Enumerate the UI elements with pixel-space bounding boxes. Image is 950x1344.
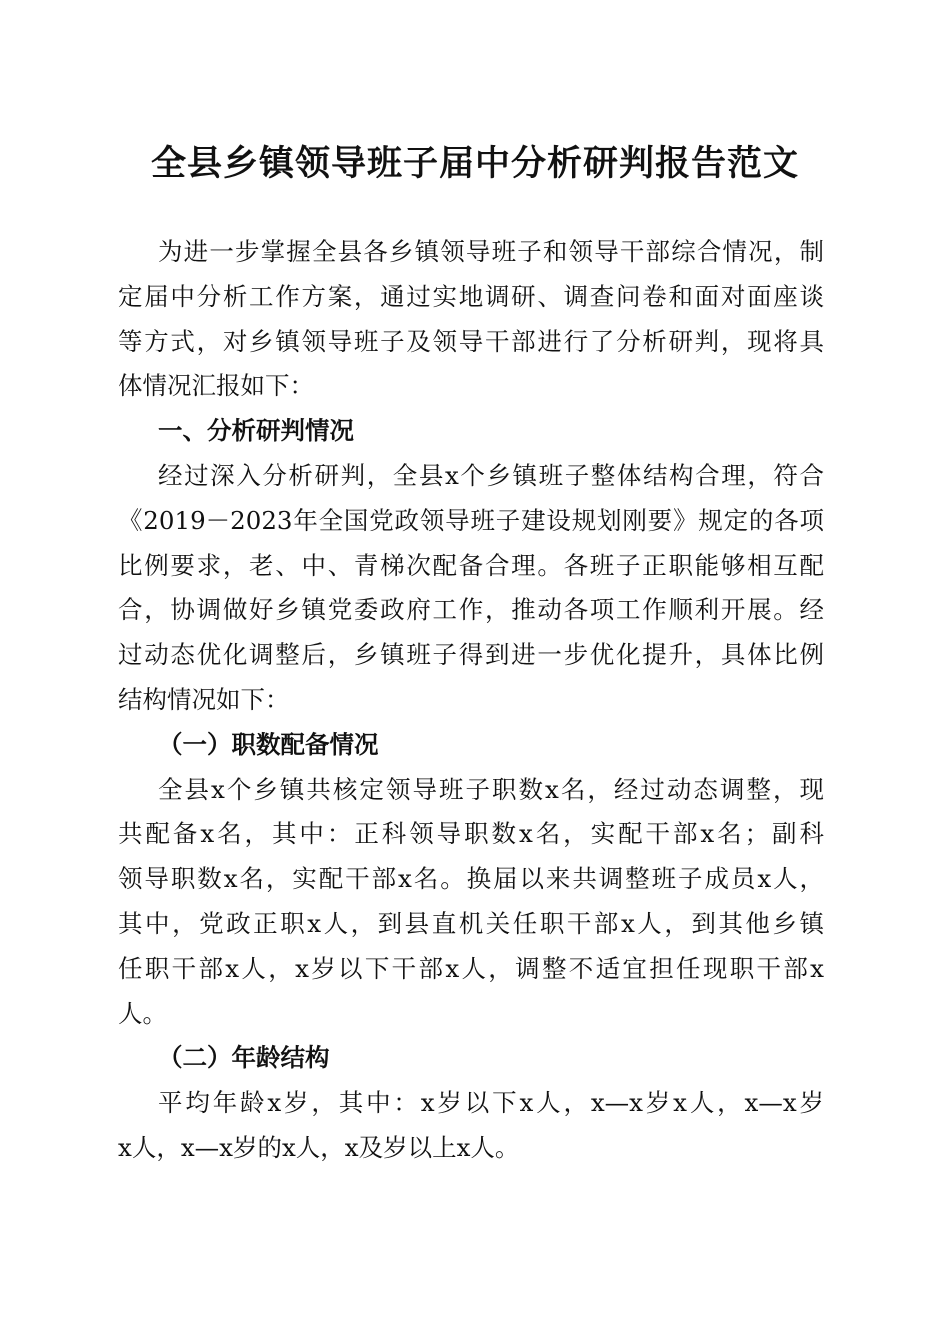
subsection-heading: （一）职数配备情况 bbox=[158, 729, 379, 759]
text-line: 过动态优化调整后，乡镇班子得到进一步优化提升，具体比例 bbox=[118, 640, 824, 670]
text-line: 全县x个乡镇共核定领导班子职数x名，经过动态调整，现 bbox=[158, 774, 824, 804]
text-line: 合，协调做好乡镇党委政府工作，推动各项工作顺利开展。经 bbox=[118, 595, 824, 625]
section-paragraph bbox=[118, 454, 824, 723]
text-line: 为进一步掌握全县各乡镇领导班子和领导干部综合情况，制 bbox=[158, 237, 824, 266]
text-line: 定届中分析工作方案，通过实地调研、调查问卷和面对面座谈 bbox=[118, 281, 824, 311]
document-body bbox=[118, 230, 824, 1171]
text-line: 其中，党政正职x人，到县直机关任职干部x人，到其他乡镇 bbox=[118, 908, 824, 938]
subsection-paragraph bbox=[118, 1081, 824, 1171]
text-line: 比例要求，老、中、青梯次配备合理。各班子正职能够相互配 bbox=[118, 550, 824, 580]
text-line: 结构情况如下： bbox=[118, 684, 290, 714]
document-title: 全县乡镇领导班子届中分析研判报告范文 bbox=[150, 143, 799, 184]
text-line: 体情况汇报如下： bbox=[118, 371, 314, 401]
text-line: 《2019－2023年全国党政领导班子建设规划刚要》规定的各项 bbox=[118, 505, 824, 535]
subsection-paragraph bbox=[118, 768, 824, 1037]
text-line: 任职干部x人，x岁以下干部x人，调整不适宜担任现职干部x bbox=[118, 953, 824, 983]
text-line: x人，x—x岁的x人，x及岁以上x人。 bbox=[118, 1132, 520, 1162]
intro-paragraph bbox=[118, 230, 824, 409]
section-heading: 一、分析研判情况 bbox=[158, 416, 354, 446]
text-line: 经过深入分析研判，全县x个乡镇班子整体结构合理，符合 bbox=[158, 460, 824, 490]
text-line: 领导职数x名，实配干部x名。换届以来共调整班子成员x人， bbox=[118, 864, 824, 894]
text-line: 平均年龄x岁，其中：x岁以下x人，x—x岁x人，x—x岁 bbox=[158, 1088, 824, 1118]
subsection-heading: （二）年龄结构 bbox=[158, 1043, 330, 1073]
text-line: 共配备x名，其中：正科领导职数x名，实配干部x名；副科 bbox=[118, 819, 824, 849]
text-line: 等方式，对乡镇领导班子及领导干部进行了分析研判，现将具 bbox=[118, 326, 824, 356]
text-line: 人。 bbox=[118, 998, 167, 1028]
